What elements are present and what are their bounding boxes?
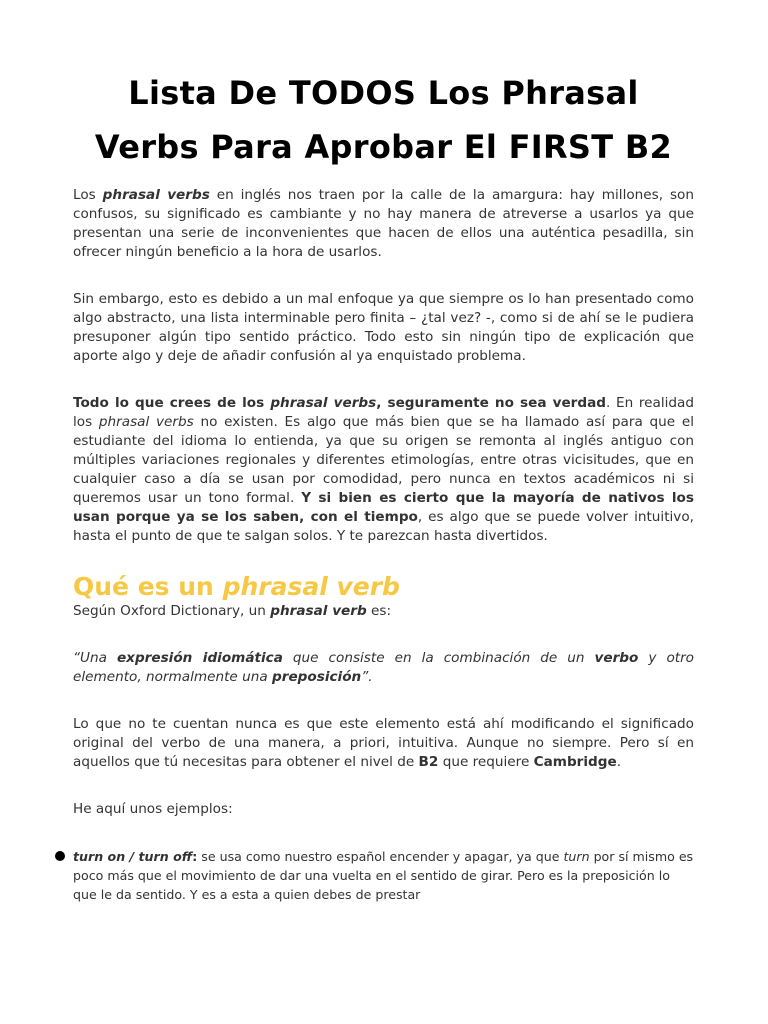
p3-italic-1: phrasal verbs	[98, 414, 194, 430]
li-text-2: por sí mismo es poco más que el movimiento de dar una vuelta en el sentido de girar. Pero es la preposición lo que le da sentido. Y es a esta a quien debes de prestar	[73, 849, 694, 902]
quote-text-2: y otro elemento, normalmente una	[73, 650, 694, 685]
heading-italic: phrasal verb	[222, 572, 400, 601]
li-italic: turn	[563, 849, 590, 864]
bullet-icon	[55, 851, 65, 861]
intro-text-a: Los	[73, 187, 103, 203]
li-text-1: se usa como nuestro español encender y apagar, ya que	[197, 849, 564, 864]
paragraph-3	[73, 394, 694, 546]
paragraph-4	[73, 602, 694, 621]
quote-close: ”.	[361, 669, 373, 685]
quote-open: “Una	[73, 650, 117, 666]
li-term: turn on / turn off	[73, 849, 193, 864]
p6-text-2: que requiere	[438, 754, 534, 770]
document-page	[73, 66, 694, 904]
paragraph-6	[73, 715, 694, 772]
title-line-2: Verbs Para Aprobar El FIRST B2	[94, 128, 673, 166]
p4-text-a: Según Oxford Dictionary, un	[73, 603, 271, 619]
p3-bold-2: , seguramente no sea verdad	[376, 395, 607, 411]
p6-text-3: .	[616, 754, 622, 770]
list-item	[73, 847, 694, 904]
examples-list	[73, 847, 694, 904]
quote-bold-3: preposición	[272, 669, 362, 685]
quote-bold-2: verbo	[594, 650, 639, 666]
section-heading	[73, 572, 694, 602]
p6-bold-1: B2	[418, 754, 439, 770]
p4-text-c: es:	[366, 603, 392, 619]
quote-text-1: que consiste en la combinación de un	[282, 650, 595, 666]
p3-text-2: no existen. Es algo que más bien que se ha llamado así para que el estudiante del idioma lo entienda, ya que su origen se remonta al inglés antiguo con múltiples variaciones regionales y diferentes etimologías, entre otras vicisitudes, que en cualquier caso a día se usan por comodidad, pero nunca en textos académicos ni si queremos usar un tono formal.	[73, 414, 695, 506]
definition-quote	[73, 649, 694, 687]
list-item-text	[73, 847, 694, 904]
paragraph-2: Sin embargo, esto es debido a un mal enfoque ya que siempre os lo han presentado como algo abstracto, una lista interminable pero finita – ¿tal vez? -, como si de ahí se le pudiera presuponer algún tipo sentido práctico. Todo esto sin ningún tipo de explicación que aporte algo y deje de añadir confusión al ya enquistado problema.	[73, 291, 694, 364]
p4-term: phrasal verb	[270, 603, 367, 619]
paragraph-7: He aquí unos ejemplos:	[73, 801, 233, 817]
intro-term: phrasal verbs	[102, 187, 210, 203]
intro-text-c: en inglés nos traen por la calle de la amargura: hay millones, son confusos, su significado es cambiante y no hay manera de atreverse a usarlos ya que presentan una serie de inconvenientes que hacen de ellos una auténtica pesadilla, sin ofrecer ningún beneficio a la hora de usarlos.	[73, 187, 694, 260]
li-colon: :	[192, 849, 198, 864]
intro-paragraph	[73, 186, 694, 262]
heading-plain: Qué es un	[73, 572, 223, 601]
p3-text-3: , es algo que se puede volver intuitivo, hasta el punto de que te salgan solos. Y te parezcan hasta divertidos.	[73, 509, 694, 544]
title-line-1: Lista De TODOS Los Phrasal	[128, 74, 639, 112]
p3-bold-1: Todo lo que crees de los	[73, 395, 271, 411]
p3-bold-3: Y si bien es cierto que la mayoría de nativos los usan porque ya se los saben, con el tiempo	[73, 490, 694, 525]
p6-bold-2: Cambridge	[533, 754, 617, 770]
quote-bold-1: expresión idiomática	[116, 650, 283, 666]
p6-text-1: Lo que no te cuentan nunca es que este elemento está ahí modificando el significado original del verbo de una manera, a priori, intuitiva. Aunque no siempre. Pero sí en aquellos que tú necesitas para obtener el nivel de	[73, 716, 694, 770]
document-title	[73, 66, 694, 174]
p3-text-1: . En realidad los	[73, 395, 695, 430]
p3-bold-italic-1: phrasal verbs	[270, 395, 377, 411]
